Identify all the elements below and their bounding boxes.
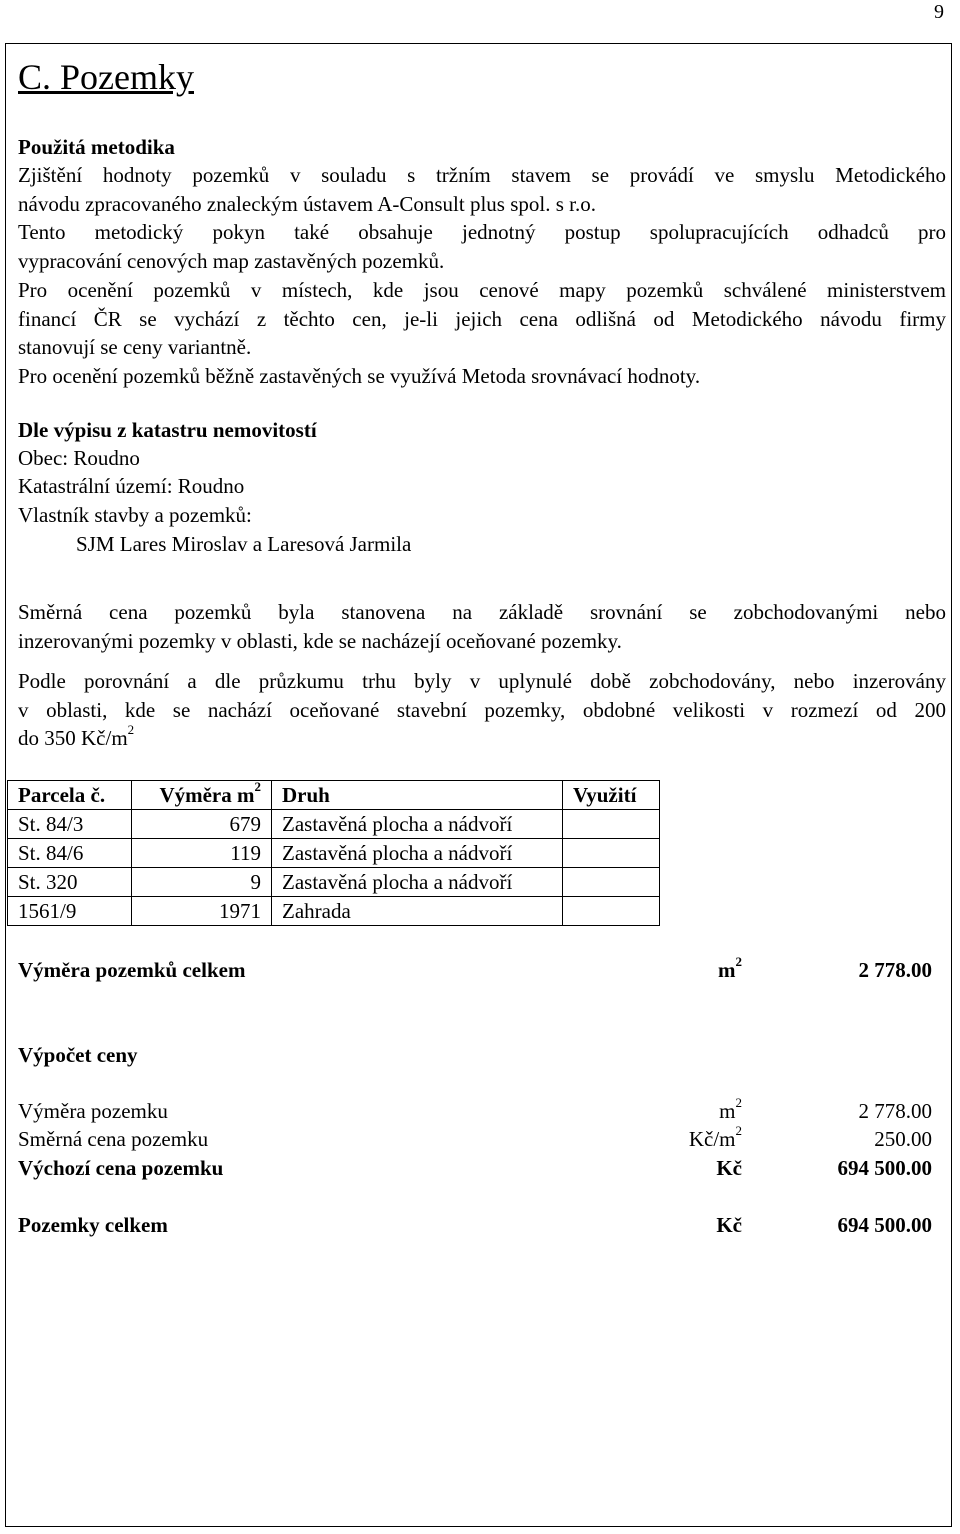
land-total-row — [18, 1210, 932, 1240]
cell-parcel: St. 320 — [8, 868, 132, 897]
calc-value: 694 500.00 — [837, 1156, 932, 1180]
total-area-label: Výměra pozemků celkem — [18, 958, 246, 982]
superscript: 2 — [735, 1123, 742, 1138]
cell-area: 119 — [132, 839, 272, 868]
calc-unit — [689, 1124, 742, 1154]
owner-name: SJM Lares Miroslav a Laresová Jarmila — [76, 532, 412, 556]
owner-label: Vlastník stavby a pozemků: — [18, 503, 252, 527]
cell-use — [563, 868, 660, 897]
municipality: Obec: Roudno — [18, 446, 140, 470]
methodology-heading: Použitá metodika — [18, 135, 175, 159]
calc-label: Výchozí cena pozemku — [18, 1156, 224, 1180]
cell-parcel: 1561/9 — [8, 897, 132, 926]
parcels-table — [7, 780, 660, 926]
comparison-line: Podle porovnání a dle průzkumu trhu byly v uplynulé době zobchodovány, nebo inzerovány — [18, 669, 946, 693]
calc-value: 2 778.00 — [858, 1099, 932, 1123]
calc-unit: Kč — [716, 1156, 742, 1180]
cell-use — [563, 839, 660, 868]
methodology-line: Pro ocenění pozemků v místech, kde jsou cenové mapy pozemků schválené ministerstvem — [18, 277, 946, 302]
header-area — [132, 778, 272, 810]
methodology-line: financí ČR se vychází z těchto cen, je-li jejich cena odlišná od Metodického návodu firmy — [18, 306, 946, 331]
cell-type: Zastavěná plocha a nádvoří — [272, 810, 563, 839]
superscript: 2 — [735, 1095, 742, 1110]
comparison-text — [18, 667, 946, 753]
calc-value: 250.00 — [874, 1127, 932, 1151]
header-parcel: Parcela č. — [8, 781, 132, 810]
superscript: 2 — [254, 778, 261, 794]
land-total-value: 694 500.00 — [837, 1213, 932, 1237]
cell-type: Zastavěná plocha a nádvoří — [272, 868, 563, 897]
cell-type: Zastavěná plocha a nádvoří — [272, 839, 563, 868]
header-use: Využití — [563, 781, 660, 810]
cell-area: 1971 — [132, 897, 272, 926]
table-row — [8, 839, 660, 868]
methodology-line: návodu zpracovaného znaleckým ústavem A-Consult plus spol. s r.o. — [18, 191, 596, 216]
table-row — [8, 810, 660, 839]
table-header-row — [8, 781, 660, 810]
total-area-unit — [718, 955, 742, 985]
cell-use — [563, 897, 660, 926]
methodology-line: Pro ocenění pozemků běžně zastavěných se využívá Metoda srovnávací hodnoty. — [18, 363, 701, 388]
methodology-text — [18, 161, 946, 391]
header-area-label: Výměra m — [159, 782, 255, 807]
unit-text: m — [719, 1099, 736, 1123]
unit-text: Kč/m — [688, 1127, 736, 1151]
calc-row-base-price — [18, 1153, 932, 1183]
guide-price-line: Směrná cena pozemků byla stanovena na základě srovnání se zobchodovanými nebo — [18, 600, 946, 624]
table-row — [8, 868, 660, 897]
land-total-label: Pozemky celkem — [18, 1213, 168, 1237]
cell-parcel: St. 84/6 — [8, 839, 132, 868]
price-range-text: do 350 Kč/m — [18, 726, 128, 751]
cadastral-area: Katastrální území: Roudno — [18, 474, 245, 498]
cadastre-heading: Dle výpisu z katastru nemovitostí — [18, 418, 317, 442]
comparison-line: v oblasti, kde se nachází oceňované stavební pozemky, obdobné velikosti v rozmezí od 200 — [18, 697, 946, 722]
table-row — [8, 897, 660, 926]
page-number: 9 — [934, 1, 944, 23]
total-area-row — [18, 955, 932, 985]
guide-price-text — [18, 598, 946, 655]
price-calc-heading: Výpočet ceny — [18, 1043, 138, 1067]
calc-label: Směrná cena pozemku — [18, 1127, 209, 1151]
cell-type: Zahrada — [272, 897, 563, 926]
land-total-unit: Kč — [716, 1213, 742, 1237]
section-title: C. Pozemky — [18, 57, 194, 97]
methodology-line: Zjištění hodnoty pozemků v souladu s tržním stavem se provádí ve smyslu Metodického — [18, 163, 946, 187]
header-type: Druh — [272, 781, 563, 810]
calc-row-area — [18, 1096, 932, 1126]
total-area-value: 2 778.00 — [858, 958, 932, 982]
methodology-line: Tento metodický pokyn také obsahuje jednotný postup spolupracujících odhadců pro — [18, 220, 946, 245]
superscript: 2 — [127, 722, 135, 738]
methodology-line: stanovují se ceny variantně. — [18, 335, 252, 360]
unit-text: m — [718, 958, 736, 982]
methodology-line: vypracování cenových map zastavěných pozemků. — [18, 249, 445, 274]
comparison-line — [18, 724, 946, 753]
superscript: 2 — [735, 954, 742, 969]
guide-price-line: inzerovanými pozemky v oblasti, kde se nacházejí oceňované pozemky. — [18, 628, 622, 653]
calc-label: Výměra pozemku — [18, 1099, 168, 1123]
cell-area: 9 — [132, 868, 272, 897]
calc-row-guide-price — [18, 1124, 932, 1154]
cell-parcel: St. 84/3 — [8, 810, 132, 839]
calc-unit — [719, 1096, 742, 1126]
cell-use — [563, 810, 660, 839]
cell-area: 679 — [132, 810, 272, 839]
